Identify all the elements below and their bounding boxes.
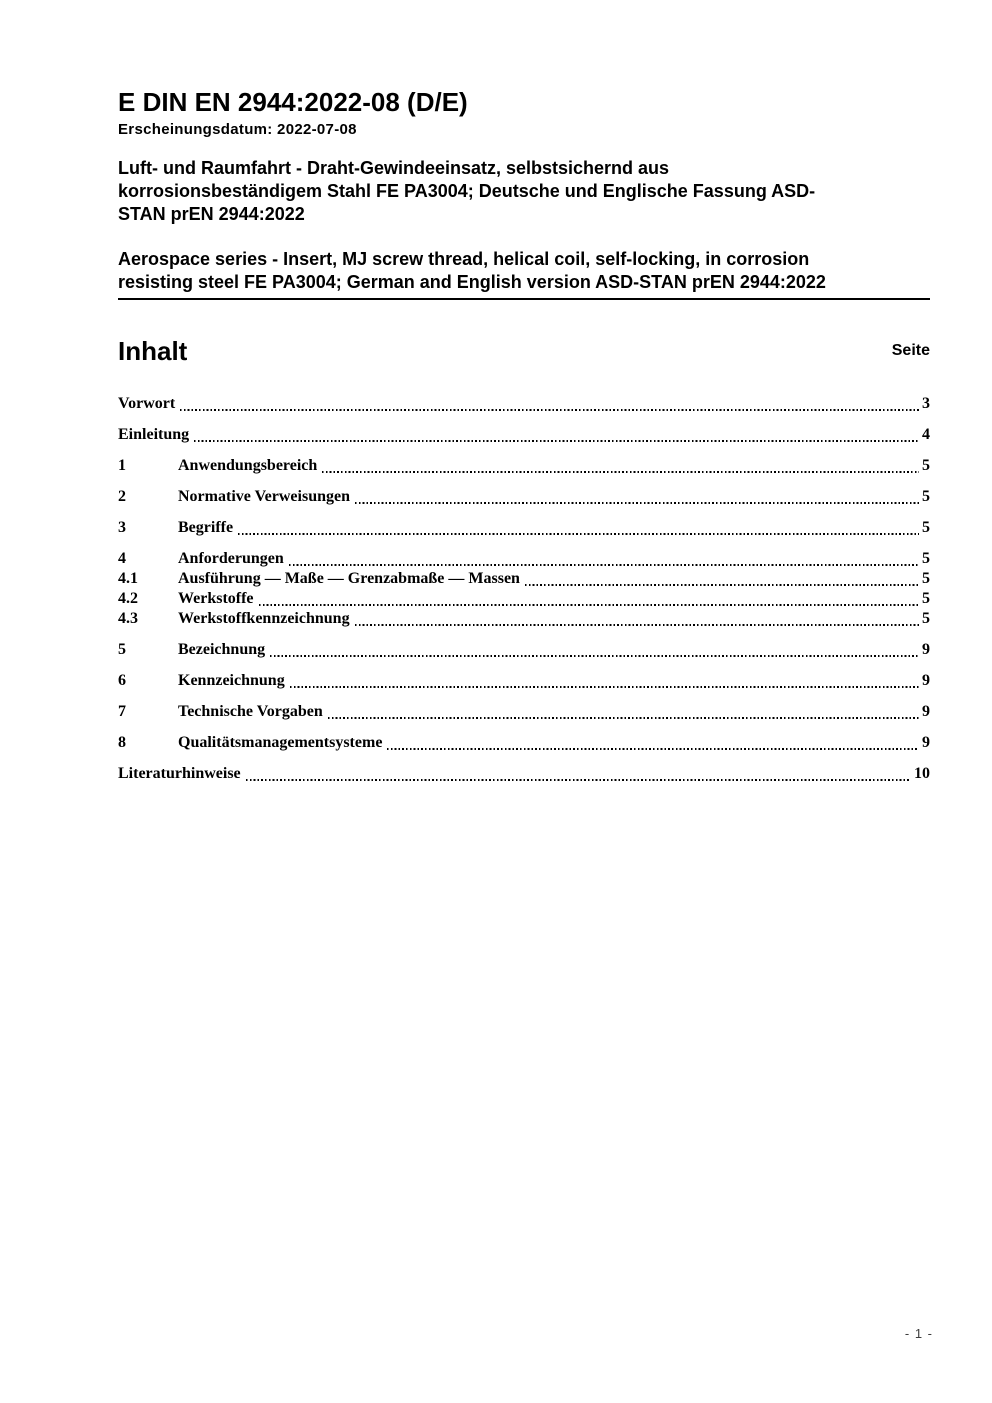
toc-entry-page: 9	[922, 672, 930, 689]
toc-dotted-leader	[387, 748, 919, 750]
toc-entry-label: Technische Vorgaben	[178, 703, 323, 720]
title-german-line: STAN prEN 2944:2022	[118, 204, 305, 224]
toc-entry-page: 9	[922, 703, 930, 720]
toc-entry-page: 5	[922, 457, 930, 474]
toc-dotted-leader	[355, 624, 919, 626]
toc-dotted-leader	[238, 533, 919, 535]
toc-entry-begriffe	[118, 518, 930, 538]
toc-dotted-leader	[322, 471, 919, 473]
toc-dotted-leader	[355, 502, 919, 504]
toc-entry-ausfuehrung	[118, 569, 930, 589]
toc-entry-label: Kennzeichnung	[178, 672, 285, 689]
toc-entry-number: 7	[118, 703, 126, 720]
toc-entry-label: Literaturhinweise	[118, 765, 241, 782]
toc-entry-number: 4.2	[118, 590, 138, 607]
toc-dotted-leader	[180, 409, 919, 411]
toc-entry-label: Werkstoffkennzeichnung	[178, 610, 350, 627]
toc-entry-literaturhinweise	[118, 764, 930, 784]
toc-entry-label: Werkstoffe	[178, 590, 254, 607]
document-id-heading: E DIN EN 2944:2022-08 (D/E)	[118, 87, 468, 117]
toc-header	[118, 336, 930, 366]
toc-entry-page: 5	[922, 519, 930, 536]
toc-entry-page: 5	[922, 570, 930, 587]
toc-entry-label: Einleitung	[118, 426, 190, 443]
toc-entry-label: Ausführung — Maße — Grenzabmaße — Massen	[178, 570, 520, 587]
toc-entry-page: 5	[922, 590, 930, 607]
toc-entry-page: 3	[922, 395, 930, 412]
toc-entry-label: Qualitätsmanagementsysteme	[178, 734, 383, 751]
toc-entry-page: 5	[922, 550, 930, 567]
toc-entry-werkstoffe	[118, 589, 930, 609]
toc-entry-page: 5	[922, 488, 930, 505]
title-german-line: korrosionsbeständigem Stahl FE PA3004; Deutsche und Englische Fassung ASD-	[118, 181, 816, 201]
toc-entry-number: 1	[118, 457, 126, 474]
toc-entry-number: 3	[118, 519, 126, 536]
toc-dotted-leader	[270, 655, 919, 657]
toc-entry-qualitaetsmanagementsysteme	[118, 733, 930, 753]
title-english-line: resisting steel FE PA3004; German and English version ASD-STAN prEN 2944:2022	[118, 272, 826, 292]
toc-entry-bezeichnung	[118, 640, 930, 660]
toc-entry-label: Normative Verweisungen	[178, 488, 350, 505]
toc-dotted-leader	[290, 686, 919, 688]
title-english	[118, 248, 930, 300]
toc-entry-werkstoffkennzeichnung	[118, 609, 930, 629]
toc-entry-einleitung	[118, 425, 930, 445]
toc-dotted-leader	[328, 717, 919, 719]
toc-entry-number: 4	[118, 550, 126, 567]
toc-entry-label: Vorwort	[118, 395, 176, 412]
toc-page-column-label: Seite	[891, 342, 930, 359]
toc-entry-label: Anwendungsbereich	[178, 457, 318, 474]
toc-entry-label: Anforderungen	[178, 550, 284, 567]
toc-entry-label: Begriffe	[178, 519, 234, 536]
toc-entry-number: 5	[118, 641, 126, 658]
title-german-line: Luft- und Raumfahrt - Draht-Gewindeeinsatz, selbstsichernd aus	[118, 158, 670, 178]
toc-heading: Inhalt	[118, 335, 188, 366]
toc-entry-page: 9	[922, 641, 930, 658]
toc-dotted-leader	[525, 584, 919, 586]
toc-entry-technische-vorgaben	[118, 702, 930, 722]
toc-entry-label: Bezeichnung	[178, 641, 266, 658]
toc-dotted-leader	[259, 604, 919, 606]
toc-entry-number: 4.1	[118, 570, 138, 587]
toc-entry-anwendungsbereich	[118, 456, 930, 476]
toc-entry-normative-verweisungen	[118, 487, 930, 507]
toc-entry-page: 10	[914, 765, 930, 782]
page-number-footer: - 1 -	[904, 1326, 933, 1341]
table-of-contents	[118, 394, 930, 784]
title-german	[118, 157, 930, 226]
toc-entry-page: 5	[922, 610, 930, 627]
publication-date: Erscheinungsdatum: 2022-07-08	[118, 121, 357, 138]
toc-entry-page: 4	[922, 426, 930, 443]
toc-dotted-leader	[246, 779, 911, 781]
title-english-line: Aerospace series - Insert, MJ screw thread, helical coil, self-locking, in corrosion	[118, 249, 810, 269]
toc-entry-vorwort	[118, 394, 930, 414]
toc-entry-number: 2	[118, 488, 126, 505]
toc-entry-number: 4.3	[118, 610, 138, 627]
toc-dotted-leader	[194, 440, 919, 442]
toc-entry-page: 9	[922, 734, 930, 751]
toc-entry-number: 6	[118, 672, 126, 689]
toc-entry-anforderungen	[118, 549, 930, 569]
toc-dotted-leader	[289, 564, 919, 566]
toc-entry-number: 8	[118, 734, 126, 751]
toc-entry-kennzeichnung	[118, 671, 930, 691]
